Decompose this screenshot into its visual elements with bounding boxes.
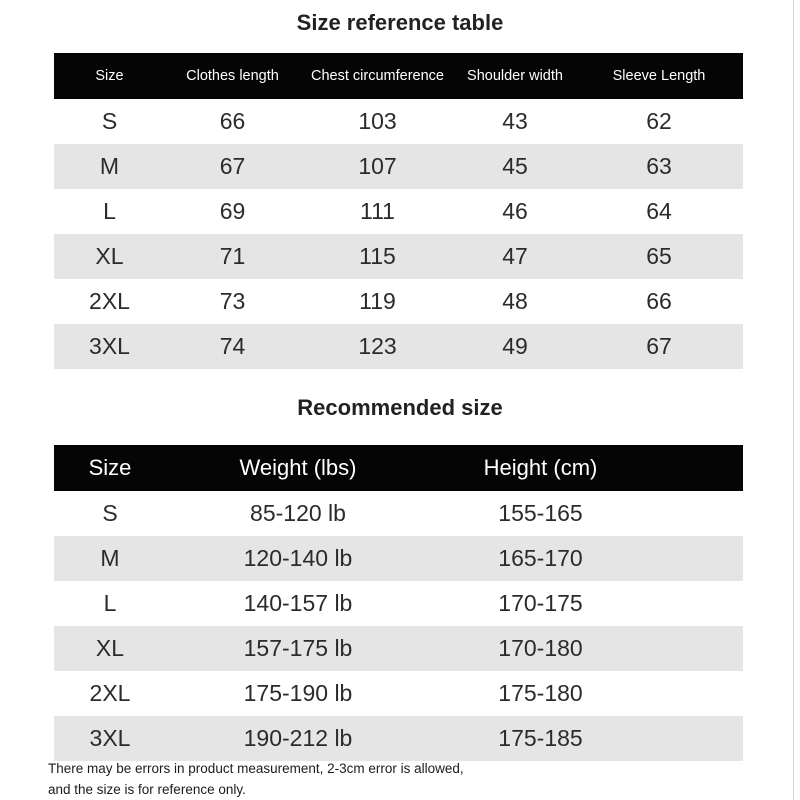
height-cell: 175-180 (498, 680, 583, 706)
table-row (54, 536, 743, 581)
weight-cell: 175-190 lb (243, 680, 353, 706)
height-cell: 170-180 (498, 635, 583, 661)
header-shoulder-width: Shoulder width (467, 68, 563, 84)
size-cell: M (100, 545, 120, 571)
clothes-length-cell: 71 (219, 243, 246, 269)
sleeve-cell: 67 (646, 333, 672, 359)
clothes-length-cell: 66 (219, 108, 246, 134)
size-cell: L (103, 198, 116, 224)
size-cell: S (101, 108, 118, 134)
chest-cell: 111 (360, 198, 395, 224)
size-cell: 2XL (89, 288, 130, 314)
size-cell: 3XL (89, 725, 131, 751)
size-cell: 2XL (89, 680, 131, 706)
table-row (54, 189, 743, 234)
table-row (54, 626, 743, 671)
sleeve-cell: 66 (646, 288, 672, 314)
table-row (54, 99, 743, 144)
table-row (54, 671, 743, 716)
note-line-1: There may be errors in product measurement, 2-3cm error is allowed, (48, 761, 464, 776)
table-row (54, 716, 743, 761)
size-cell: XL (95, 243, 124, 269)
shoulder-cell: 45 (502, 153, 528, 179)
weight-cell: 190-212 lb (243, 725, 353, 751)
shoulder-cell: 46 (502, 198, 528, 224)
clothes-length-cell: 67 (219, 153, 246, 179)
sleeve-cell: 64 (646, 198, 672, 224)
shoulder-cell: 47 (502, 243, 528, 269)
note-line-2: and the size is for reference only. (48, 782, 246, 797)
header-height: Height (cm) (483, 455, 598, 480)
clothes-length-cell: 73 (219, 288, 246, 314)
size-reference-title: Size reference table (296, 10, 504, 35)
shoulder-cell: 48 (502, 288, 528, 314)
height-cell: 175-185 (498, 725, 583, 751)
chest-cell: 123 (358, 333, 397, 359)
table-row (54, 491, 743, 536)
size-cell: M (99, 153, 120, 179)
shoulder-cell: 49 (502, 333, 528, 359)
size-cell: XL (95, 635, 125, 661)
header-size: Size (95, 68, 124, 84)
recommended-size-table (54, 445, 743, 761)
weight-cell: 120-140 lb (243, 545, 353, 571)
height-cell: 170-175 (498, 590, 583, 616)
recommended-header-row (54, 445, 743, 491)
weight-cell: 157-175 lb (243, 635, 353, 661)
sleeve-cell: 62 (646, 108, 672, 134)
clothes-length-cell: 74 (219, 333, 246, 359)
chest-cell: 119 (359, 288, 396, 314)
weight-cell: 140-157 lb (243, 590, 353, 616)
table-row (54, 144, 743, 189)
size-cell: L (103, 590, 117, 616)
height-cell: 165-170 (498, 545, 583, 571)
chest-cell: 103 (358, 108, 397, 134)
table-row (54, 581, 743, 626)
header-clothes-length: Clothes length (186, 68, 279, 84)
recommended-size-title: Recommended size (297, 395, 503, 420)
header-sleeve-length: Sleeve Length (612, 68, 706, 84)
table-row (54, 279, 743, 324)
header-size: Size (88, 455, 132, 480)
header-chest-circumference: Chest circumference (311, 68, 444, 84)
sleeve-cell: 63 (646, 153, 672, 179)
size-reference-table (54, 53, 743, 369)
height-cell: 155-165 (498, 500, 583, 526)
size-cell: 3XL (89, 333, 130, 359)
measurement-note (48, 758, 464, 800)
weight-cell: 85-120 lb (250, 500, 346, 526)
table-row (54, 324, 743, 369)
header-weight: Weight (lbs) (239, 455, 357, 480)
table-row (54, 234, 743, 279)
shoulder-cell: 43 (502, 108, 528, 134)
clothes-length-cell: 69 (219, 198, 246, 224)
chest-cell: 107 (358, 153, 397, 179)
sleeve-cell: 65 (646, 243, 672, 269)
chest-cell: 115 (359, 243, 396, 269)
size-reference-header-row (54, 53, 743, 99)
size-cell: S (102, 500, 118, 526)
